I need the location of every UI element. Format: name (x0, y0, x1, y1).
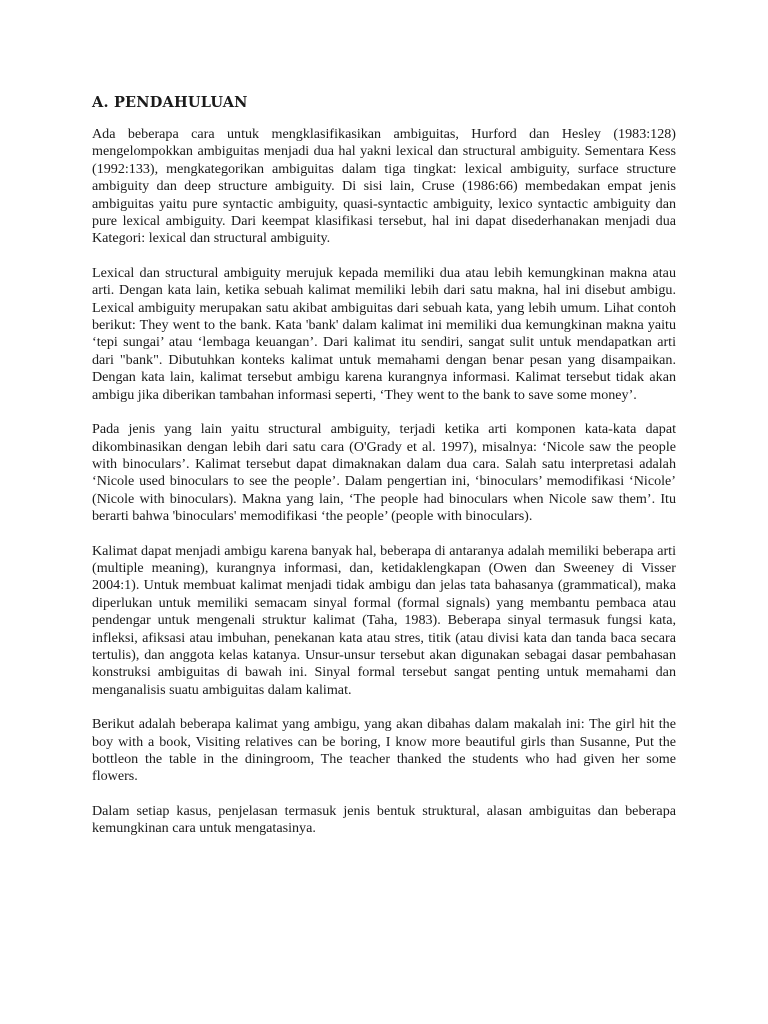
document-page (92, 93, 676, 855)
paragraph-3: Pada jenis yang lain yaitu structural ambiguity, terjadi ketika arti komponen kata-kata dapat dikombinasikan dengan lebih dari satu cara (O'Grady et al. 1997), misalnya: ‘Nicole saw the people with binoculars’. Kalimat tersebut dapat dimaknakan dalam dua cara. Salah satu interpretasi adalah ‘Nicole used binoculars to see the people’. Dalam pengertian ini, ‘binoculars’ memodifikasi ‘Nicole’ (Nicole with binoculars). Makna yang lain, ‘The people had binoculars when Nicole saw them’. Itu berarti bahwa 'binoculars' memodifikasi ‘the people’ (people with binoculars). (92, 421, 676, 525)
paragraph-2: Lexical dan structural ambiguity merujuk kepada memiliki dua atau lebih kemungkinan makna atau arti. Dengan kata lain, ketika sebuah kalimat memiliki lebih dari satu makna, hal ini disebut ambigu. Lexical ambiguity merupakan satu akibat ambiguitas dari sebuah kata, yang lebih umum. Lihat contoh berikut: They went to the bank. Kata 'bank' dalam kalimat ini memiliki dua kemungkinan makna yaitu ‘tepi sungai’ atau ‘lembaga keuangan’. Dari kalimat itu sendiri, sangat sulit untuk mendapatkan arti dari "bank". Dibutuhkan konteks kalimat untuk memahami dengan benar pesan yang disampaikan. Dengan kata lain, kalimat tersebut ambigu karena kurangnya informasi. Kalimat tersebut tidak akan ambigu jika diberikan tambahan informasi seperti, ‘They went to the bank to save some money’. (92, 264, 676, 403)
section-heading: A. PENDAHULUAN (92, 94, 248, 111)
paragraph-5: Berikut adalah beberapa kalimat yang ambigu, yang akan dibahas dalam makalah ini: The girl hit the boy with a book, Visiting relatives can be boring, I know more beautiful girls than Susanne, Put the bottleon the table in the diningroom, The teacher thanked the students who had given her some flowers. (92, 716, 676, 785)
paragraph-1: Ada beberapa cara untuk mengklasifikasikan ambiguitas, Hurford dan Hesley (1983:128) mengelompokkan ambiguitas menjadi dua hal yakni lexical dan structural ambiguity. Sementara Kess (1992:133), mengkategorikan ambiguitas dalam tiga tingkat: lexical ambiguity, surface structure ambiguity dan deep structure ambiguity. Di sisi lain, Cruse (1986:66) membedakan empat jenis ambiguitas yaitu pure syntactic ambiguity, quasi-syntactic ambiguity, lexico syntactic ambiguity dan pure lexical ambiguity. Dari keempat klasifikasi tersebut, hal ini dapat disederhanakan menjadi dua Kategori: lexical dan structural ambiguity. (92, 126, 676, 247)
paragraph-4: Kalimat dapat menjadi ambigu karena banyak hal, beberapa di antaranya adalah memiliki beberapa arti (multiple meaning), kurangnya informasi, dan, ketidaklengkapan (Owen dan Sweeney di Visser 2004:1). Untuk membuat kalimat menjadi tidak ambigu dan jelas tata bahasanya (grammatical), maka diperlukan untuk memiliki semacam sinyal formal (formal signals) yang membantu pembaca atau pendengar untuk mengenali struktur kalimat (Taha, 1983). Beberapa sinyal termasuk fungsi kata, infleksi, afiksasi atau imbuhan, penekanan kata atau stres, titik (atau divisi kata dan tanda baca secara tertulis), dan anggota kelas katanya. Unsur-unsur tersebut akan digunakan sebagai dasar pembahasan konstruksi ambiguitas di bawah ini. Sinyal formal tersebut sangat penting untuk memahami dan menganalisis suatu ambiguitas dalam kalimat. (92, 542, 676, 698)
paragraph-6: Dalam setiap kasus, penjelasan termasuk jenis bentuk struktural, alasan ambiguitas dan beberapa kemungkinan cara untuk mengatasinya. (92, 802, 676, 837)
